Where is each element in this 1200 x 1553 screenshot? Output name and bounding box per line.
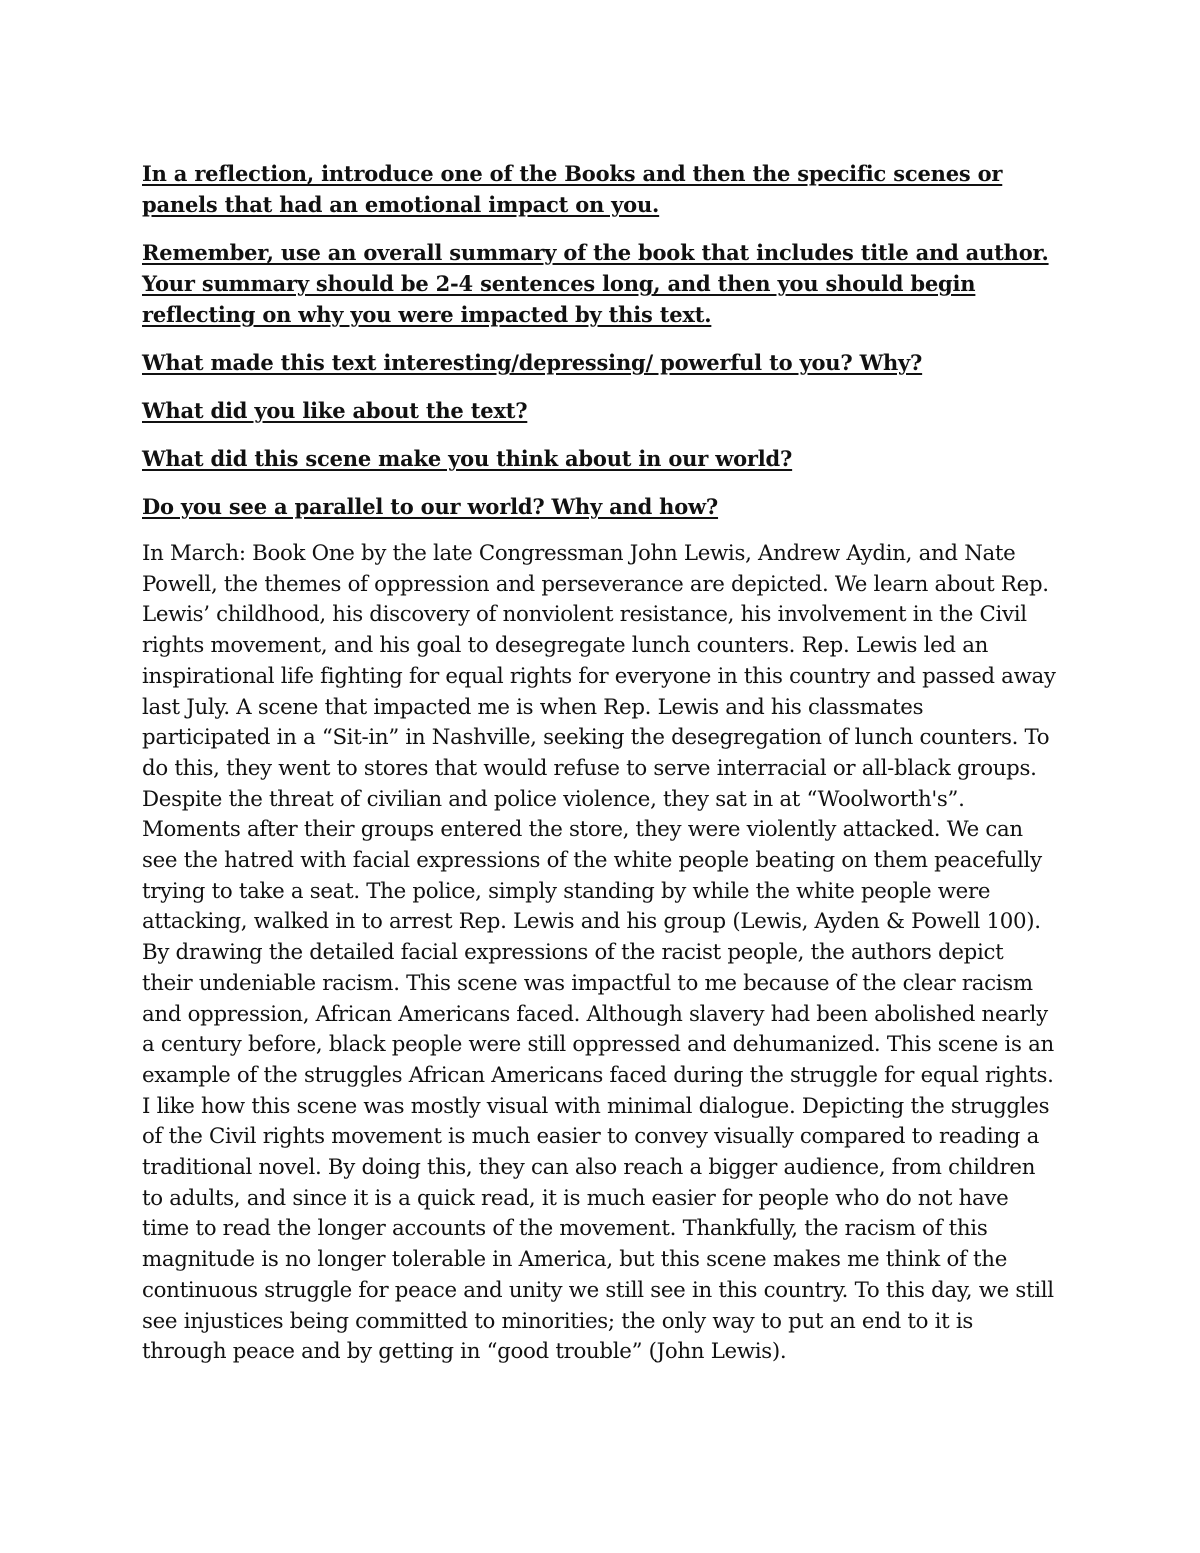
document-page (142, 158, 1057, 1368)
prompt-interesting: What made this text interesting/depressing/ powerful to you? Why? (142, 350, 923, 375)
prompt-parallel: Do you see a parallel to our world? Why and how? (142, 494, 719, 519)
prompt-liked: What did you like about the text? (142, 398, 528, 423)
reflection-response: In March: Book One by the late Congressman John Lewis, Andrew Aydin, and Nate Powell, the themes of oppression and perseverance are depicted. We learn about Rep. Lewis’ childhood, his discovery of nonviolent resistance, his involvement in the Civil rights movement, and his goal to desegregate lunch counters. Rep. Lewis led an inspirational life fighting for equal rights for everyone in this country and passed away last July. A scene that impacted me is when Rep. Lewis and his classmates participated in a “Sit-in” in Nashville, seeking the desegregation of lunch counters. To do this, they went to stores that would refuse to serve interracial or all-black groups. Despite the threat of civilian and police violence, they sat in at “Woolworth's”. Moments after their groups entered the store, they were violently attacked. We can see the hatred with facial expressions of the white people beating on them peacefully trying to take a seat. The police, simply standing by while the white people were attacking, walked in to arrest Rep. Lewis and his group (Lewis, Ayden & Powell 100). By drawing the detailed facial expressions of the racist people, the authors depict their undeniable racism. This scene was impactful to me because of the clear racism and oppression, African Americans faced. Although slavery had been abolished nearly a century before, black people were still oppressed and dehumanized. This scene is an example of the struggles African Americans faced during the struggle for equal rights. I like how this scene was mostly visual with minimal dialogue. Depicting the struggles of the Civil rights movement is much easier to convey visually compared to reading a traditional novel. By doing this, they can also reach a bigger audience, from children to adults, and since it is a quick read, it is much easier for people who do not have time to read the longer accounts of the movement. Thankfully, the racism of this magnitude is no longer tolerable in America, but this scene makes me think of the continuous struggle for peace and unity we still see in this country. To this day, we still see injustices being committed to minorities; the only way to put an end to it is through peace and by getting in “good trouble” (John Lewis). (142, 541, 1056, 1365)
prompt-world: What did this scene make you think about in our world? (142, 446, 793, 471)
prompt-intro: In a reflection, introduce one of the Books and then the specific scenes or panels that had an emotional impact on you. (142, 161, 1003, 217)
prompt-summary: Remember, use an overall summary of the book that includes title and author. Your summary should be 2-4 sentences long, and then you should begin reflecting on why you were impacted by this text. (142, 240, 1049, 327)
